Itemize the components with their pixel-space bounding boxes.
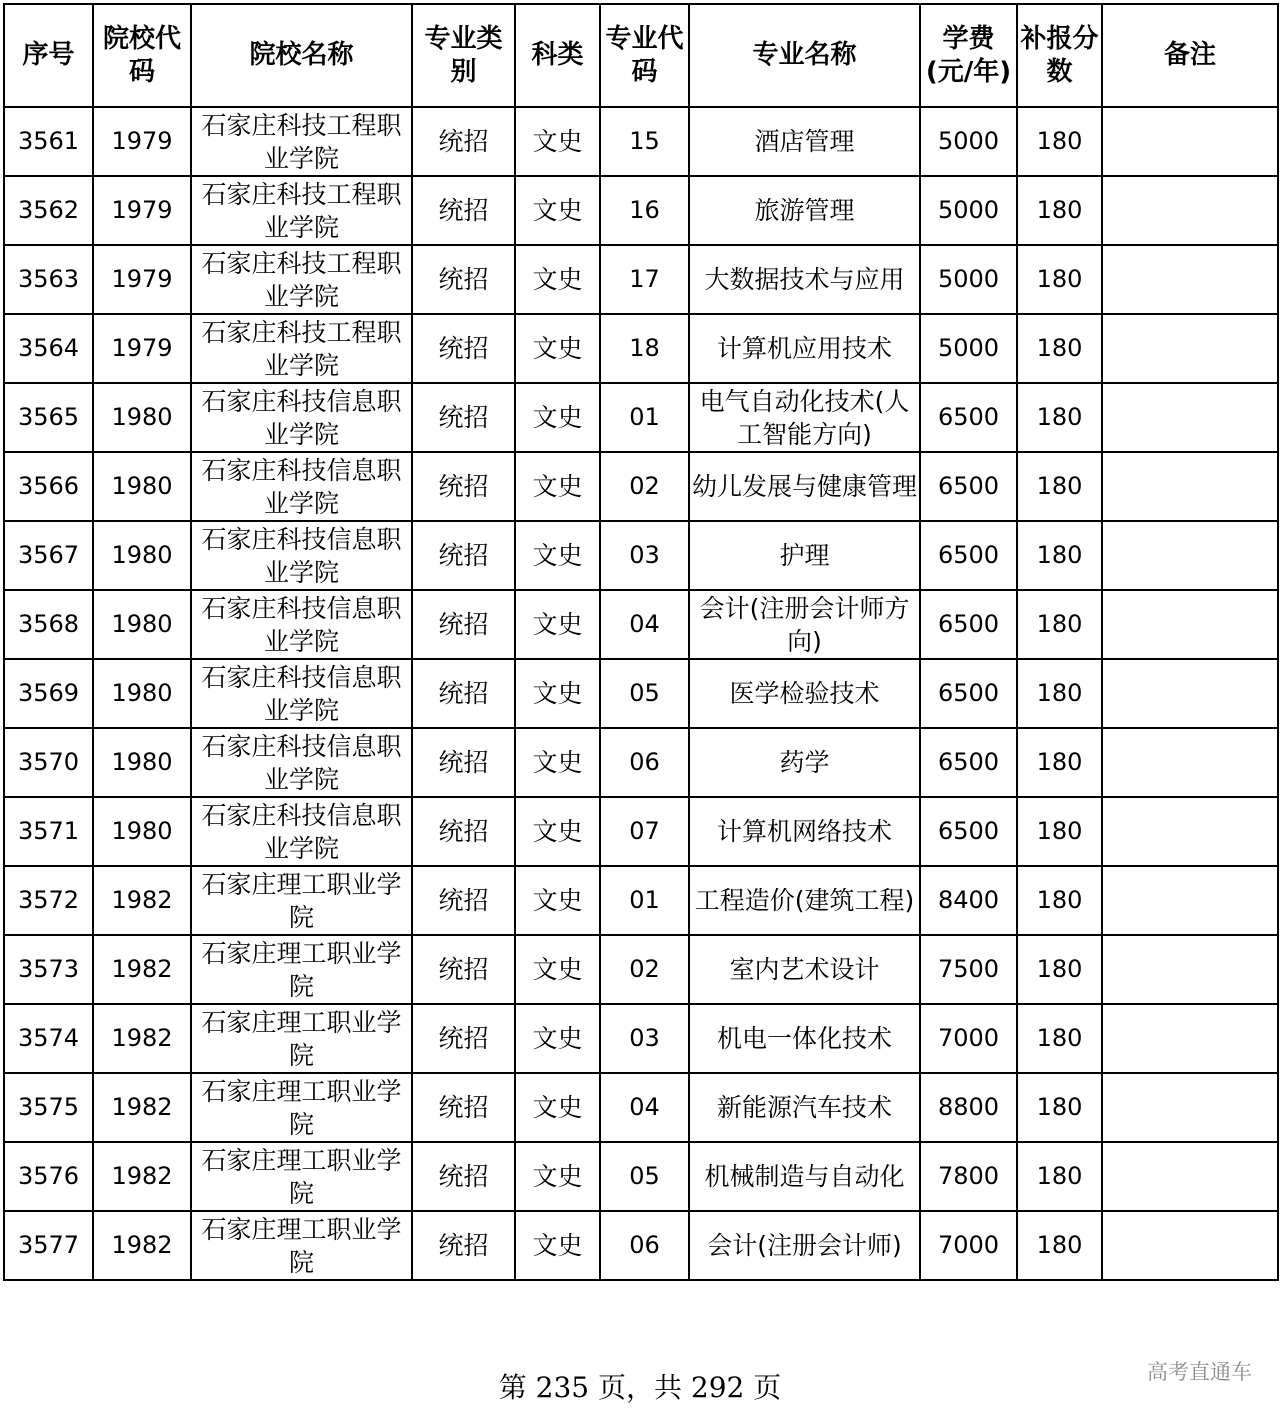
admission-table-container [3,3,1277,1281]
table-row [4,797,1278,866]
cell-major-name: 幼儿发展与健康管理 [689,452,920,521]
cell-school-name: 石家庄理工职业学院 [191,1142,412,1211]
cell-remarks [1102,797,1278,866]
cell-score: 180 [1017,1004,1102,1073]
cell-score: 180 [1017,245,1102,314]
cell-tuition: 5000 [920,314,1017,383]
cell-major-code: 02 [600,452,689,521]
cell-seq: 3562 [4,176,93,245]
cell-score: 180 [1017,659,1102,728]
cell-major-category: 统招 [412,590,515,659]
cell-school-name: 石家庄科技信息职业学院 [191,590,412,659]
cell-subject: 文史 [515,1211,600,1280]
admission-table [3,3,1279,1281]
cell-subject: 文史 [515,452,600,521]
cell-school-name: 石家庄理工职业学院 [191,1073,412,1142]
cell-subject: 文史 [515,935,600,1004]
cell-major-name: 药学 [689,728,920,797]
header-remarks: 备注 [1102,4,1278,107]
cell-subject: 文史 [515,1073,600,1142]
cell-major-category: 统招 [412,866,515,935]
cell-major-code: 05 [600,659,689,728]
table-row [4,1073,1278,1142]
cell-school-code: 1982 [93,1004,191,1073]
table-body [4,107,1278,1280]
cell-subject: 文史 [515,176,600,245]
cell-school-name: 石家庄科技工程职业学院 [191,107,412,176]
cell-remarks [1102,245,1278,314]
table-row [4,866,1278,935]
cell-major-name: 会计(注册会计师) [689,1211,920,1280]
cell-seq: 3569 [4,659,93,728]
cell-subject: 文史 [515,590,600,659]
cell-major-code: 01 [600,383,689,452]
cell-major-code: 07 [600,797,689,866]
cell-major-code: 15 [600,107,689,176]
cell-school-name: 石家庄科技工程职业学院 [191,314,412,383]
cell-score: 180 [1017,176,1102,245]
cell-remarks [1102,659,1278,728]
cell-major-category: 统招 [412,314,515,383]
cell-tuition: 7000 [920,1211,1017,1280]
cell-remarks [1102,935,1278,1004]
cell-subject: 文史 [515,659,600,728]
header-seq: 序号 [4,4,93,107]
cell-school-code: 1982 [93,1142,191,1211]
table-row [4,107,1278,176]
cell-subject: 文史 [515,383,600,452]
cell-major-category: 统招 [412,1004,515,1073]
cell-remarks [1102,1142,1278,1211]
cell-major-name: 医学检验技术 [689,659,920,728]
cell-remarks [1102,314,1278,383]
cell-tuition: 6500 [920,797,1017,866]
cell-school-code: 1980 [93,521,191,590]
cell-tuition: 8400 [920,866,1017,935]
cell-remarks [1102,452,1278,521]
cell-seq: 3565 [4,383,93,452]
cell-school-code: 1979 [93,176,191,245]
header-tuition: 学费(元/年) [920,4,1017,107]
cell-seq: 3573 [4,935,93,1004]
cell-tuition: 6500 [920,728,1017,797]
cell-major-name: 旅游管理 [689,176,920,245]
cell-major-category: 统招 [412,1211,515,1280]
cell-school-code: 1980 [93,452,191,521]
cell-major-name: 工程造价(建筑工程) [689,866,920,935]
cell-major-code: 17 [600,245,689,314]
cell-remarks [1102,107,1278,176]
cell-score: 180 [1017,935,1102,1004]
cell-tuition: 6500 [920,590,1017,659]
cell-remarks [1102,521,1278,590]
cell-remarks [1102,866,1278,935]
cell-major-code: 06 [600,728,689,797]
cell-major-name: 大数据技术与应用 [689,245,920,314]
cell-subject: 文史 [515,797,600,866]
header-subject: 科类 [515,4,600,107]
cell-subject: 文史 [515,245,600,314]
cell-school-code: 1980 [93,383,191,452]
cell-school-code: 1980 [93,728,191,797]
cell-major-category: 统招 [412,659,515,728]
cell-major-category: 统招 [412,452,515,521]
cell-major-code: 05 [600,1142,689,1211]
cell-major-category: 统招 [412,383,515,452]
cell-subject: 文史 [515,1004,600,1073]
cell-major-category: 统招 [412,797,515,866]
table-row [4,383,1278,452]
cell-tuition: 5000 [920,107,1017,176]
cell-score: 180 [1017,314,1102,383]
cell-seq: 3571 [4,797,93,866]
cell-major-category: 统招 [412,107,515,176]
cell-school-name: 石家庄科技信息职业学院 [191,659,412,728]
cell-tuition: 6500 [920,452,1017,521]
cell-seq: 3572 [4,866,93,935]
cell-major-name: 会计(注册会计师方向) [689,590,920,659]
cell-major-code: 06 [600,1211,689,1280]
table-row [4,452,1278,521]
cell-major-code: 18 [600,314,689,383]
cell-score: 180 [1017,866,1102,935]
cell-school-code: 1982 [93,935,191,1004]
cell-subject: 文史 [515,314,600,383]
cell-major-category: 统招 [412,521,515,590]
cell-school-name: 石家庄科技工程职业学院 [191,245,412,314]
cell-school-code: 1979 [93,245,191,314]
header-row [4,4,1278,107]
cell-major-category: 统招 [412,935,515,1004]
cell-school-name: 石家庄科技工程职业学院 [191,176,412,245]
table-header [4,4,1278,107]
cell-school-name: 石家庄科技信息职业学院 [191,728,412,797]
header-major-code: 专业代码 [600,4,689,107]
cell-seq: 3568 [4,590,93,659]
table-row [4,935,1278,1004]
cell-major-name: 新能源汽车技术 [689,1073,920,1142]
cell-subject: 文史 [515,866,600,935]
cell-major-category: 统招 [412,245,515,314]
table-row [4,590,1278,659]
cell-major-name: 计算机应用技术 [689,314,920,383]
cell-remarks [1102,590,1278,659]
cell-major-name: 酒店管理 [689,107,920,176]
cell-school-code: 1980 [93,590,191,659]
cell-school-name: 石家庄科技信息职业学院 [191,383,412,452]
cell-score: 180 [1017,521,1102,590]
cell-major-name: 电气自动化技术(人工智能方向) [689,383,920,452]
cell-score: 180 [1017,590,1102,659]
table-row [4,1211,1278,1280]
cell-school-name: 石家庄科技信息职业学院 [191,521,412,590]
cell-score: 180 [1017,1211,1102,1280]
cell-school-name: 石家庄理工职业学院 [191,1211,412,1280]
table-row [4,728,1278,797]
watermark: 高考直通车 [1147,1360,1252,1384]
header-school-name: 院校名称 [191,4,412,107]
cell-school-name: 石家庄理工职业学院 [191,1004,412,1073]
cell-school-code: 1979 [93,314,191,383]
header-major-category: 专业类别 [412,4,515,107]
cell-tuition: 7000 [920,1004,1017,1073]
table-row [4,176,1278,245]
header-major-name: 专业名称 [689,4,920,107]
cell-major-code: 16 [600,176,689,245]
cell-score: 180 [1017,797,1102,866]
cell-score: 180 [1017,1073,1102,1142]
cell-remarks [1102,1073,1278,1142]
cell-major-code: 04 [600,590,689,659]
cell-school-code: 1980 [93,797,191,866]
cell-tuition: 6500 [920,521,1017,590]
cell-tuition: 7500 [920,935,1017,1004]
cell-tuition: 6500 [920,383,1017,452]
cell-school-name: 石家庄理工职业学院 [191,866,412,935]
cell-major-name: 机电一体化技术 [689,1004,920,1073]
cell-major-name: 计算机网络技术 [689,797,920,866]
table-row [4,1004,1278,1073]
cell-seq: 3576 [4,1142,93,1211]
table-row [4,521,1278,590]
cell-seq: 3577 [4,1211,93,1280]
cell-major-category: 统招 [412,1142,515,1211]
cell-seq: 3561 [4,107,93,176]
cell-subject: 文史 [515,1142,600,1211]
table-row [4,659,1278,728]
cell-major-code: 01 [600,866,689,935]
header-school-code: 院校代码 [93,4,191,107]
cell-school-name: 石家庄科技信息职业学院 [191,797,412,866]
cell-major-code: 03 [600,521,689,590]
cell-seq: 3564 [4,314,93,383]
cell-major-name: 室内艺术设计 [689,935,920,1004]
cell-seq: 3575 [4,1073,93,1142]
cell-score: 180 [1017,107,1102,176]
cell-score: 180 [1017,452,1102,521]
cell-tuition: 5000 [920,176,1017,245]
cell-seq: 3566 [4,452,93,521]
cell-tuition: 5000 [920,245,1017,314]
cell-school-code: 1982 [93,866,191,935]
cell-remarks [1102,1004,1278,1073]
cell-remarks [1102,176,1278,245]
table-row [4,1142,1278,1211]
cell-major-name: 护理 [689,521,920,590]
cell-seq: 3574 [4,1004,93,1073]
table-row [4,245,1278,314]
cell-score: 180 [1017,728,1102,797]
cell-school-code: 1982 [93,1211,191,1280]
cell-subject: 文史 [515,107,600,176]
cell-seq: 3567 [4,521,93,590]
cell-remarks [1102,383,1278,452]
cell-subject: 文史 [515,521,600,590]
cell-tuition: 6500 [920,659,1017,728]
cell-tuition: 7800 [920,1142,1017,1211]
header-score: 补报分数 [1017,4,1102,107]
cell-seq: 3563 [4,245,93,314]
cell-score: 180 [1017,383,1102,452]
cell-school-code: 1982 [93,1073,191,1142]
cell-subject: 文史 [515,728,600,797]
cell-major-category: 统招 [412,728,515,797]
cell-school-code: 1979 [93,107,191,176]
cell-score: 180 [1017,1142,1102,1211]
table-row [4,314,1278,383]
cell-remarks [1102,1211,1278,1280]
cell-tuition: 8800 [920,1073,1017,1142]
cell-major-code: 04 [600,1073,689,1142]
cell-seq: 3570 [4,728,93,797]
cell-school-name: 石家庄科技信息职业学院 [191,452,412,521]
cell-major-category: 统招 [412,1073,515,1142]
cell-remarks [1102,728,1278,797]
cell-major-code: 02 [600,935,689,1004]
cell-major-category: 统招 [412,176,515,245]
cell-school-name: 石家庄理工职业学院 [191,935,412,1004]
page-number: 第 235 页，共 292 页 [498,1371,782,1404]
cell-major-name: 机械制造与自动化 [689,1142,920,1211]
cell-major-code: 03 [600,1004,689,1073]
cell-school-code: 1980 [93,659,191,728]
